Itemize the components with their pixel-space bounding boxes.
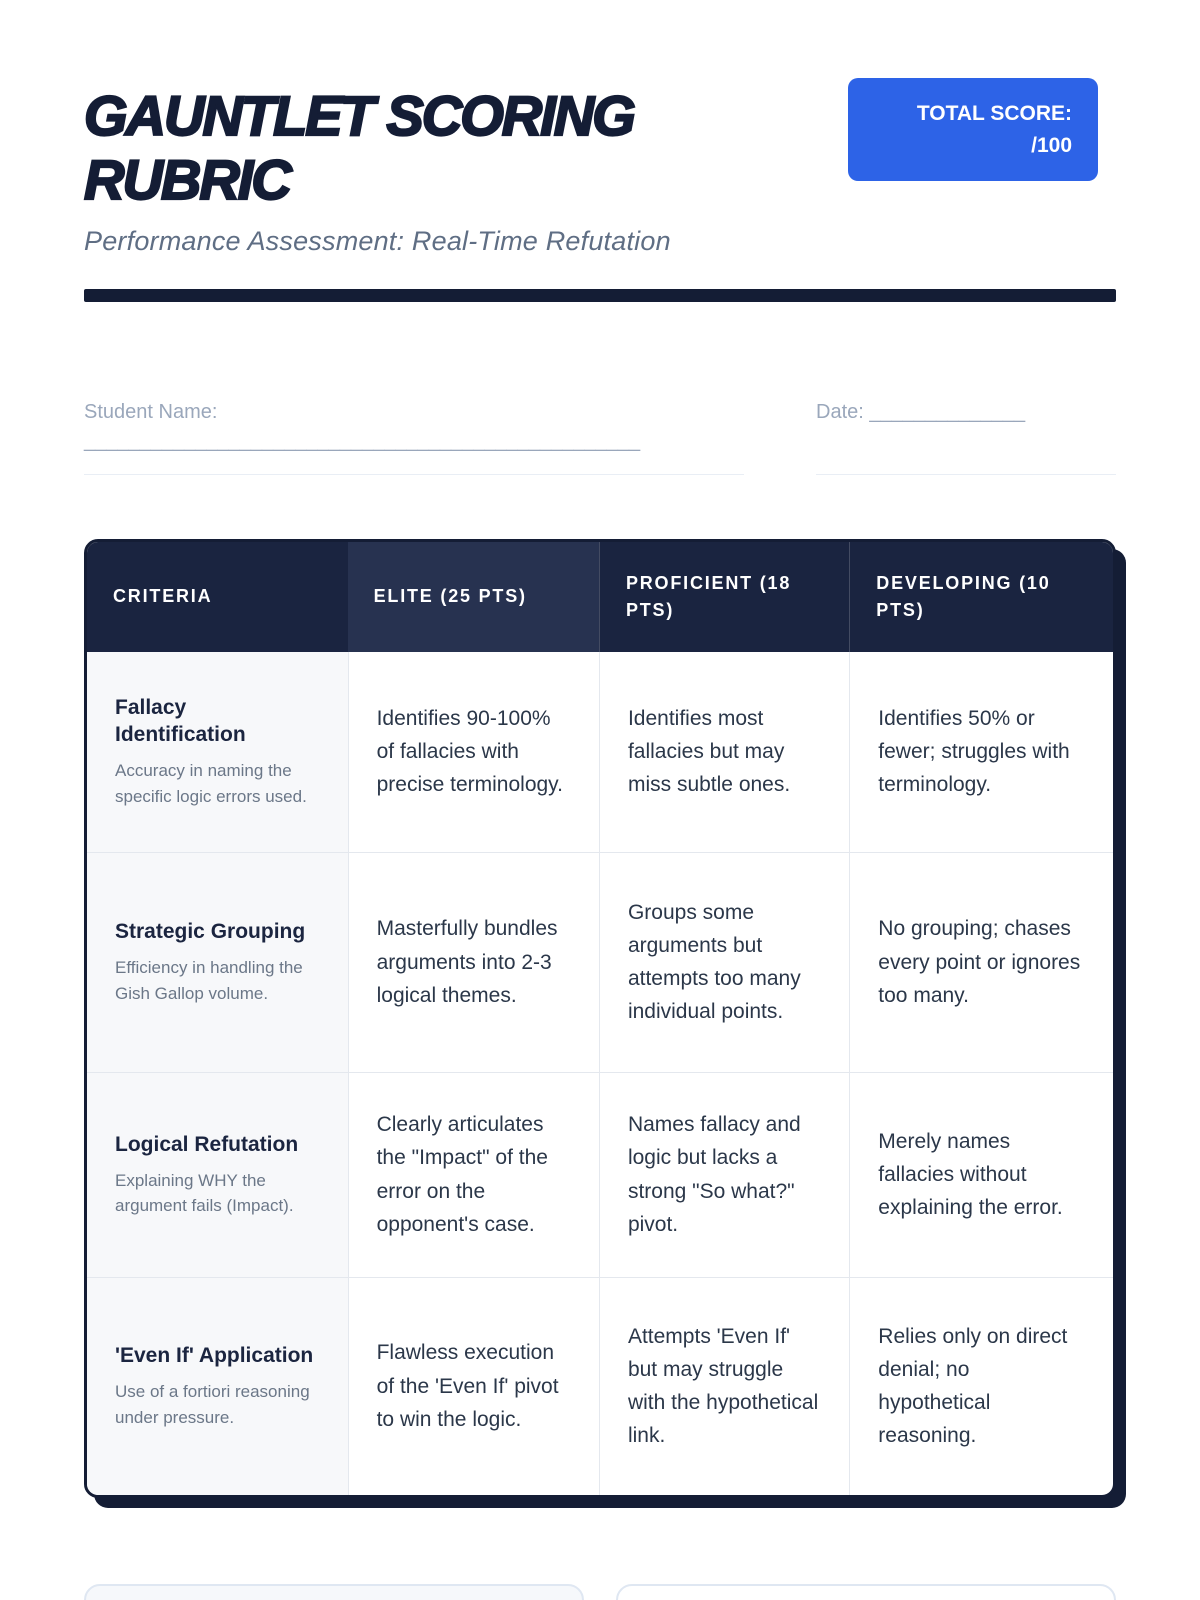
student-name-blank-line[interactable]: __________________________________________________: [84, 429, 641, 452]
page-title: GAUNTLET SCORING RUBRIC: [84, 84, 634, 211]
proficient-cell: Identifies most fallacies but may miss subtle ones.: [599, 652, 849, 852]
developing-cell: Relies only on direct denial; no hypothetical reasoning.: [849, 1278, 1113, 1495]
date-label: Date:: [816, 400, 864, 423]
rubric-header-row: [87, 542, 1113, 652]
criterion-description: Use of a fortiori reasoning under pressure.: [115, 1382, 310, 1427]
criterion-cell: [87, 652, 348, 852]
form-row: [84, 398, 1116, 475]
bottom-panel-row: [84, 1584, 1116, 1600]
date-field[interactable]: [816, 398, 1116, 475]
masthead: [84, 78, 1116, 212]
rubric-table-wrapper: [84, 539, 1116, 1498]
bottom-panel-left: [84, 1584, 584, 1600]
header-cell-proficient: PROFICIENT (18 PTS): [599, 542, 849, 652]
header-cell-developing: DEVELOPING (10 PTS): [849, 542, 1113, 652]
criterion-name: Logical Refutation: [115, 1132, 299, 1156]
criterion-cell: [87, 853, 348, 1072]
header-cell-elite: ELITE (25 PTS): [348, 542, 599, 652]
elite-cell: Clearly articulates the "Impact" of the error on the opponent's case.: [348, 1073, 599, 1277]
total-score-badge: [848, 78, 1098, 181]
total-score-label: TOTAL SCORE:: [916, 102, 1072, 125]
elite-cell: Identifies 90-100% of fallacies with precise terminology.: [348, 652, 599, 852]
proficient-cell: Groups some arguments but attempts too many individual points.: [599, 853, 849, 1072]
elite-cell: Masterfully bundles arguments into 2-3 logical themes.: [348, 853, 599, 1072]
table-row-even-if-application: [87, 1277, 1113, 1495]
developing-cell: Identifies 50% or fewer; struggles with terminology.: [849, 652, 1113, 852]
divider-bar: [84, 289, 1116, 302]
header-cell-criteria: CRITERIA: [113, 586, 213, 607]
criterion-name: 'Even If' Application: [115, 1344, 314, 1367]
developing-cell: Merely names fallacies without explaining the error.: [849, 1073, 1113, 1277]
total-score-value: /100: [1031, 133, 1072, 157]
criterion-cell: [87, 1073, 348, 1277]
page-subtitle: Performance Assessment: Real-Time Refutation: [84, 225, 671, 256]
elite-cell: Flawless execution of the 'Even If' pivot to win the logic.: [348, 1278, 599, 1495]
criterion-description: Explaining WHY the argument fails (Impact).: [115, 1170, 294, 1216]
table-row-logical-refutation: [87, 1072, 1113, 1277]
criterion-name: Fallacy Identification: [115, 695, 246, 747]
criterion-description: Efficiency in handling the Gish Gallop volume.: [115, 958, 303, 1003]
bottom-panel-right: [616, 1584, 1116, 1600]
rubric-body: [87, 652, 1113, 1495]
proficient-cell: Names fallacy and logic but lacks a strong "So what?" pivot.: [599, 1073, 849, 1277]
date-blank-line[interactable]: ______________: [869, 400, 1026, 423]
criterion-description: Accuracy in naming the specific logic errors used.: [115, 761, 307, 806]
criterion-name: Strategic Grouping: [115, 920, 306, 943]
student-name-label: Student Name:: [84, 400, 218, 423]
table-row-fallacy-identification: [87, 652, 1113, 852]
criterion-cell: [87, 1278, 348, 1495]
student-name-field[interactable]: [84, 398, 744, 475]
rubric-table: [84, 539, 1116, 1498]
developing-cell: No grouping; chases every point or ignores too many.: [849, 853, 1113, 1072]
table-row-strategic-grouping: [87, 852, 1113, 1072]
proficient-cell: Attempts 'Even If' but may struggle with the hypothetical link.: [599, 1278, 849, 1495]
